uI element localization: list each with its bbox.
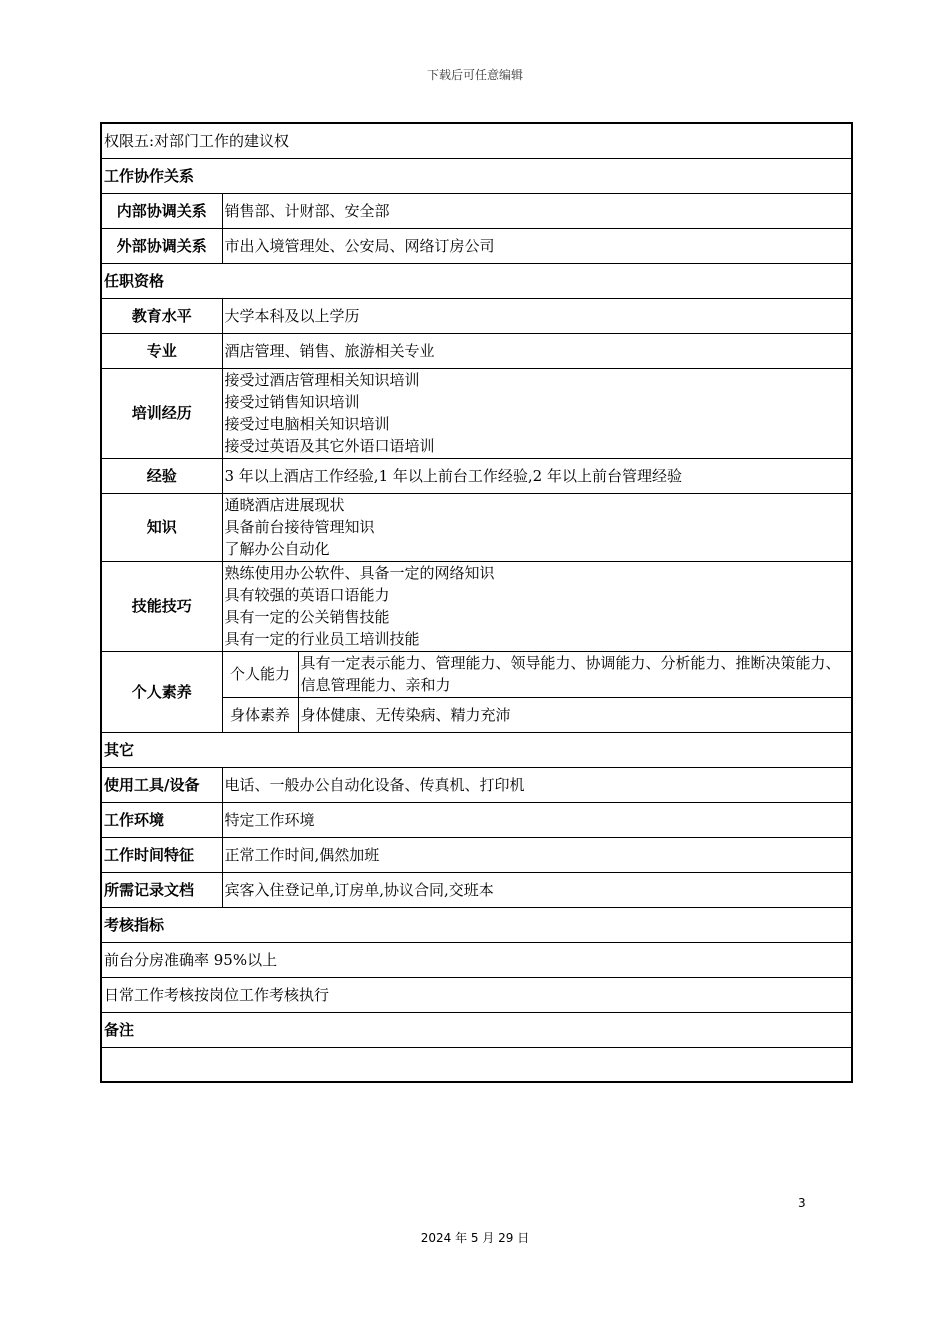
training-value: [222, 368, 852, 458]
page-header: 下载后可任意编辑: [426, 68, 523, 82]
skills-row: [101, 561, 852, 651]
skills-value: [222, 561, 852, 651]
ability-row: [101, 651, 852, 697]
knowledge-value: [222, 493, 852, 561]
docs-row: [101, 872, 852, 907]
remarks-row: [101, 1047, 852, 1082]
education-label: 教育水平: [101, 298, 222, 333]
section-title: 其它: [101, 732, 852, 767]
physical-value: 身体健康、无传染病、精力充沛: [298, 697, 852, 732]
major-value: 酒店管理、销售、旅游相关专业: [222, 333, 852, 368]
knowledge-line: 了解办公自动化: [224, 540, 330, 558]
section-other: [101, 732, 852, 767]
rights-row: [101, 123, 852, 158]
section-qualifications: [101, 263, 852, 298]
personal-label: 个人素养: [101, 651, 222, 732]
ability-value: 具有一定表示能力、管理能力、领导能力、协调能力、分析能力、推断决策能力、信息管理能力、亲和力: [298, 651, 852, 697]
docs-label: 所需记录文档: [101, 872, 222, 907]
knowledge-label: 知识: [101, 493, 222, 561]
internal-value: 销售部、计财部、安全部: [222, 193, 852, 228]
assessment-item: 日常工作考核按岗位工作考核执行: [101, 977, 852, 1012]
section-title: 备注: [101, 1012, 852, 1047]
ability-label: 个人能力: [222, 651, 298, 697]
skills-line: 具有一定的行业员工培训技能: [224, 630, 420, 648]
external-value: 市出入境管理处、公安局、网络订房公司: [222, 228, 852, 263]
internal-label: 内部协调关系: [101, 193, 222, 228]
physical-label: 身体素养: [222, 697, 298, 732]
training-row: [101, 368, 852, 458]
env-value: 特定工作环境: [222, 802, 852, 837]
section-title: 考核指标: [101, 907, 852, 942]
experience-label: 经验: [101, 458, 222, 493]
training-line: 接受过英语及其它外语口语培训: [224, 437, 435, 455]
skills-line: 具有一定的公关销售技能: [224, 608, 390, 626]
page-number: 3: [798, 1196, 806, 1210]
env-row: [101, 802, 852, 837]
section-title: 任职资格: [101, 263, 852, 298]
time-label: 工作时间特征: [101, 837, 222, 872]
assessment-row: [101, 942, 852, 977]
training-line: 接受过销售知识培训: [224, 393, 360, 411]
external-row: [101, 228, 852, 263]
section-assessment: [101, 907, 852, 942]
skills-label: 技能技巧: [101, 561, 222, 651]
external-label: 外部协调关系: [101, 228, 222, 263]
education-row: [101, 298, 852, 333]
tools-row: [101, 767, 852, 802]
major-row: [101, 333, 852, 368]
assessment-row: [101, 977, 852, 1012]
docs-value: 宾客入住登记单,订房单,协议合同,交班本: [222, 872, 852, 907]
time-value: 正常工作时间,偶然加班: [222, 837, 852, 872]
knowledge-row: [101, 493, 852, 561]
knowledge-line: 通晓酒店进展现状: [224, 496, 345, 514]
section-remarks: [101, 1012, 852, 1047]
skills-line: 熟练使用办公软件、具备一定的网络知识: [224, 564, 495, 582]
tools-label: 使用工具/设备: [101, 767, 222, 802]
knowledge-line: 具备前台接待管理知识: [224, 518, 375, 536]
rights-text: 权限五:对部门工作的建议权: [101, 123, 852, 158]
education-value: 大学本科及以上学历: [222, 298, 852, 333]
tools-value: 电话、一般办公自动化设备、传真机、打印机: [222, 767, 852, 802]
assessment-item: 前台分房准确率 95%以上: [101, 942, 852, 977]
internal-row: [101, 193, 852, 228]
time-row: [101, 837, 852, 872]
skills-line: 具有较强的英语口语能力: [224, 586, 390, 604]
experience-value: 3 年以上酒店工作经验,1 年以上前台工作经验,2 年以上前台管理经验: [222, 458, 852, 493]
section-collaboration: [101, 158, 852, 193]
env-label: 工作环境: [101, 802, 222, 837]
experience-row: [101, 458, 852, 493]
training-label: 培训经历: [101, 368, 222, 458]
job-description-table: [100, 122, 853, 1083]
page-footer-date: 2024 年 5 月 29 日: [420, 1231, 530, 1245]
training-line: 接受过酒店管理相关知识培训: [224, 371, 420, 389]
remarks-value: [101, 1047, 852, 1082]
training-line: 接受过电脑相关知识培训: [224, 415, 390, 433]
major-label: 专业: [101, 333, 222, 368]
section-title: 工作协作关系: [101, 158, 852, 193]
